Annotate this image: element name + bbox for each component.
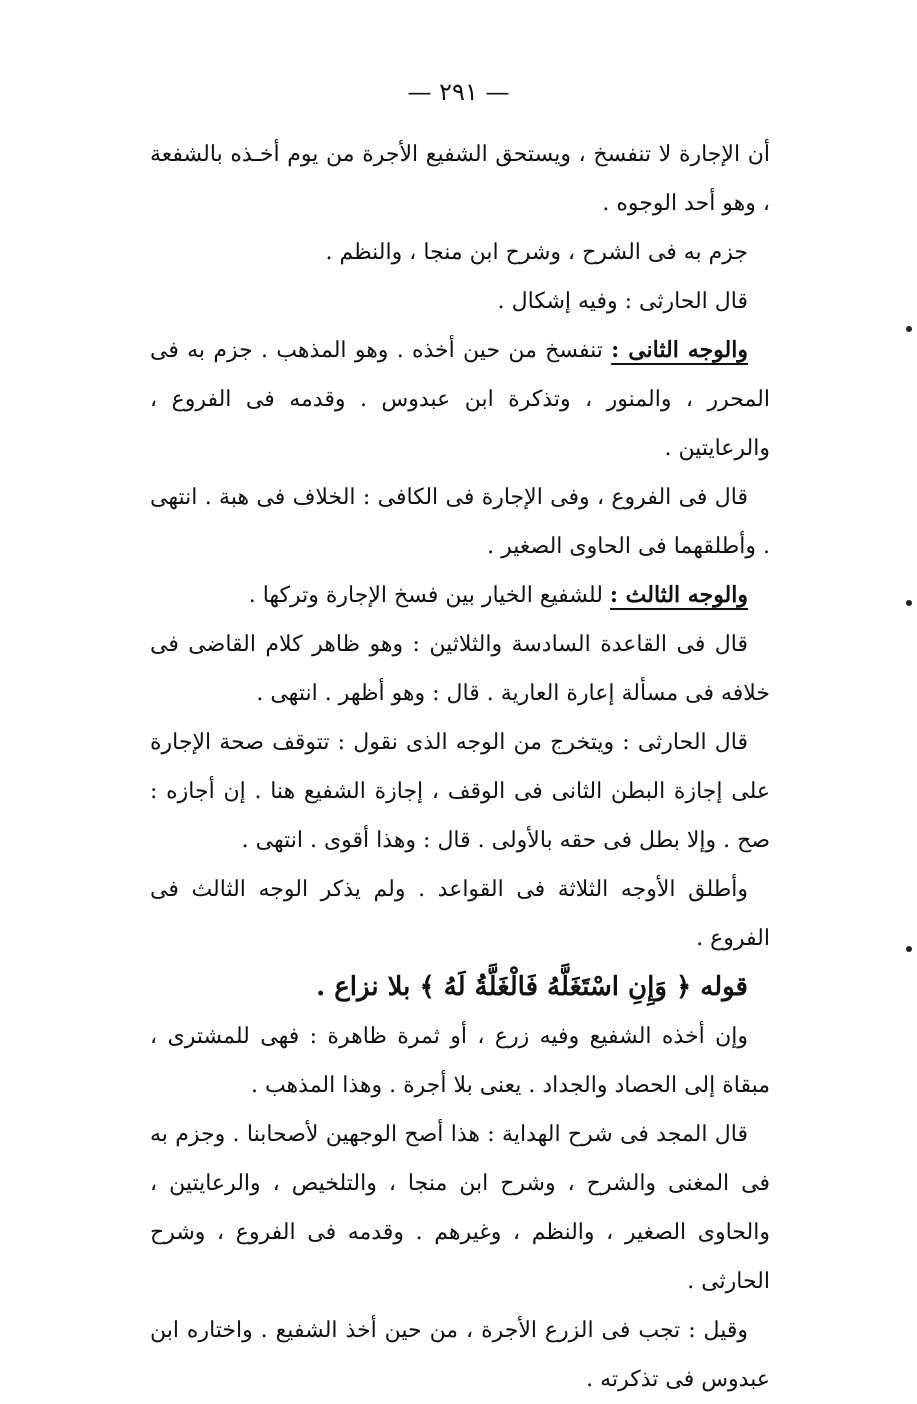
paragraph: جزم به فى الشرح ، وشرح ابن منجا ، والنظم . — [325, 240, 748, 265]
paragraph: قال الحارثى : وفيه إشكال . — [497, 289, 748, 314]
paragraph: وأطلق الأوجه الثلاثة فى القواعد . ولم يذكر الوجه الثالث فى الفروع . — [150, 877, 770, 951]
page-number: — ٢٩١ — — [407, 78, 510, 106]
paragraph: أن الإجارة لا تنفسخ ، ويستحق الشفيع الأجرة من يوم أخـذه بالشفعة ، وهو أحد الوجوه . — [150, 142, 770, 216]
paragraph: والوجه الثانى : تنفسخ من حين أخذه . وهو المذهب . جزم به فى المحرر ، والمنور ، وتذكرة ابن عبدوس . وقدمه فى الفروع ، والرعايتين . — [150, 337, 770, 461]
scan-mark — [906, 326, 912, 332]
paragraph-lead: والوجه الثانى : — [611, 337, 748, 363]
scan-mark — [906, 946, 912, 952]
paragraph-lead: والوجه الثالث : — [609, 582, 748, 608]
quoted-heading: قوله ﴿ وَإِنِ اسْتَغَلَّهُ فَالْغَلَّةُ لَهُ ﴾ بلا نزاع . — [316, 972, 748, 1002]
paragraph: وقيل : تجب فى الزرع الأجرة ، من حين أخذ الشفيع . واختاره ابن عبدوس فى تذكرته . — [150, 1318, 770, 1392]
paragraph: قال الحارثى : ويتخرج من الوجه الذى نقول : تتوقف صحة الإجارة على إجازة البطن الثانى فى الوقف ، إجازة الشفيع هنا . إن أجازه : صح . وإلا بطل فى حقه بالأولى . قال : وهذا أقوى . انتهى . — [150, 730, 770, 853]
scan-mark — [906, 600, 912, 606]
paragraph: قال المجد فى شرح الهداية : هذا أصح الوجهين لأصحابنا . وجزم به فى المغنى والشرح ، وشرح ابن منجا ، والتلخيص ، والرعايتين ، والحاوى الصغير ، والنظم ، وغيرهم . وقدمه فى الفروع ، وشرح الحارثى . — [150, 1122, 771, 1294]
paragraph: والوجه الثالث : للشفيع الخيار بين فسخ الإجارة وتركها . — [248, 582, 748, 608]
paragraph: قال فى القاعدة السادسة والثلاثين : وهو ظاهر كلام القاضى فى خلافه فى مسألة إعارة العارية . قال : وهو أظهر . انتهى . — [150, 632, 770, 706]
paragraph: وإن أخذه الشفيع وفيه زرع ، أو ثمرة ظاهرة : فهى للمشترى ، مبقاة إلى الحصاد والجداد . يعنى بلا أجرة . وهذا المذهب . — [150, 1024, 770, 1098]
body-text — [150, 130, 770, 1404]
paragraph: قال فى الفروع ، وفى الإجارة فى الكافى : الخلاف فى هبة . انتهى . وأطلقهما فى الحاوى الصغير . — [150, 485, 770, 559]
